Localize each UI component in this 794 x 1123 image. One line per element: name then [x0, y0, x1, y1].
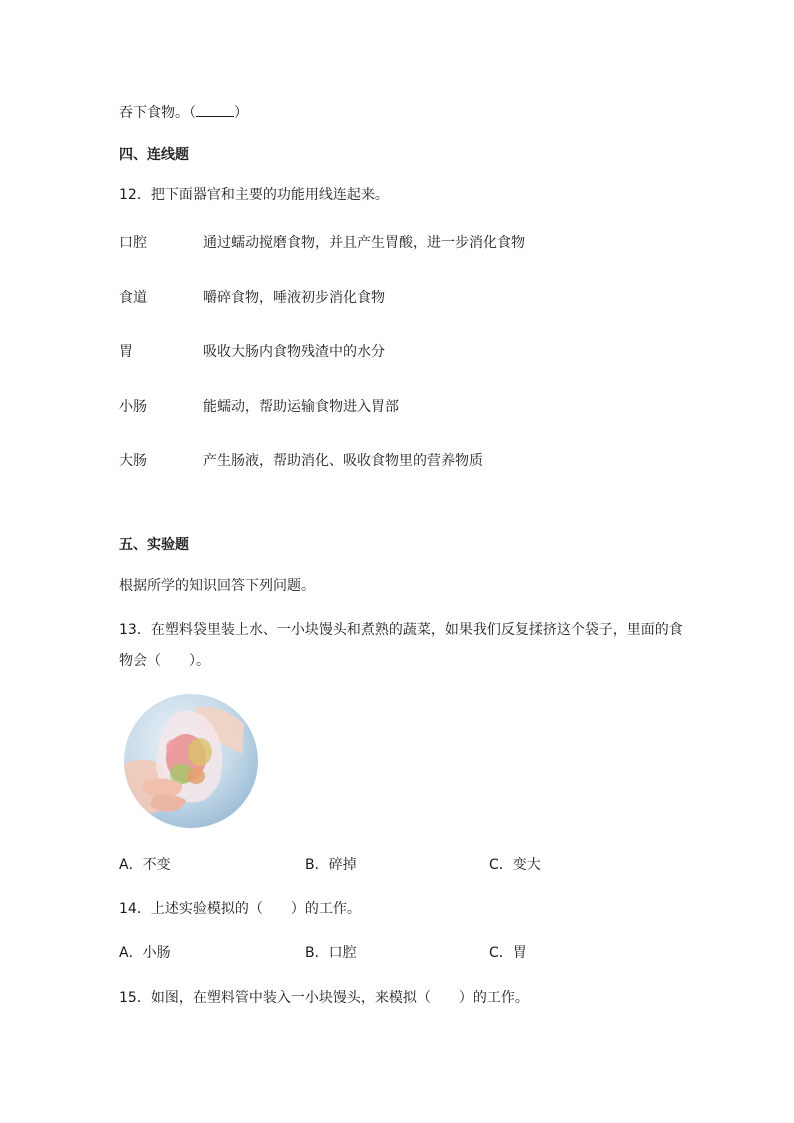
q13-stem-line2: 物会（ ）。 — [119, 653, 210, 669]
section-5-title: 五、实验题 — [119, 537, 189, 553]
organ-item[interactable]: 口腔 — [119, 235, 147, 251]
q14-option-b[interactable]: B．口腔 — [305, 945, 357, 961]
q11-tail-text: 吞下食物。（ — [119, 105, 196, 121]
q11-answer-blank[interactable] — [196, 102, 234, 117]
function-item[interactable]: 能蠕动，帮助运输食物进入胃部 — [203, 399, 399, 415]
function-item[interactable]: 吸收大肠内食物残渣中的水分 — [203, 344, 385, 360]
organ-item[interactable]: 食道 — [119, 290, 147, 306]
q11-tail-close: ） — [234, 105, 248, 121]
function-item[interactable]: 通过蠕动搅磨食物，并且产生胃酸，进一步消化食物 — [203, 235, 525, 251]
organ-item[interactable]: 胃 — [119, 344, 133, 360]
q11-tail — [119, 102, 248, 123]
q14-option-c[interactable]: C．胃 — [489, 945, 527, 961]
q14-stem: 14．上述实验模拟的（ ）的工作。 — [119, 901, 361, 917]
q13-option-a[interactable]: A．不变 — [119, 857, 171, 873]
section-4-title: 四、连线题 — [119, 147, 189, 163]
q15-stem: 15．如图，在塑料管中装入一小块馒头，来模拟（ ）的工作。 — [119, 990, 529, 1006]
function-item[interactable]: 产生肠液，帮助消化、吸收食物里的营养物质 — [203, 453, 483, 469]
function-item[interactable]: 嚼碎食物，唾液初步消化食物 — [203, 290, 385, 306]
plastic-bag-illustration — [124, 694, 258, 828]
q12-stem: 12．把下面器官和主要的功能用线连起来。 — [119, 187, 389, 203]
q13-option-b[interactable]: B．碎掉 — [305, 857, 357, 873]
q13-option-c[interactable]: C．变大 — [489, 857, 541, 873]
section-5-intro: 根据所学的知识回答下列问题。 — [119, 578, 315, 594]
plastic-bag-squeeze-photo — [124, 694, 258, 828]
organ-item[interactable]: 大肠 — [119, 453, 147, 469]
organ-item[interactable]: 小肠 — [119, 399, 147, 415]
q14-option-a[interactable]: A．小肠 — [119, 945, 171, 961]
q13-stem-line1: 13．在塑料袋里装上水、一小块馒头和煮熟的蔬菜，如果我们反复揉挤这个袋子，里面的食 — [119, 622, 683, 638]
